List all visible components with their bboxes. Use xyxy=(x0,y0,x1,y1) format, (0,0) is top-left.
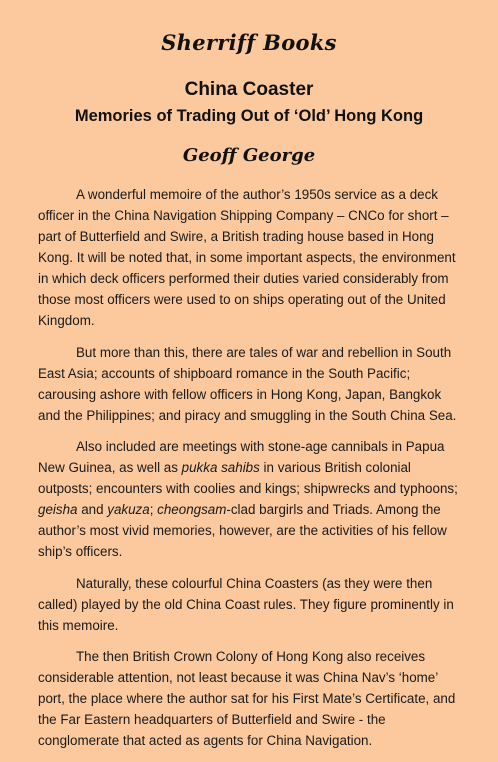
p3-text-i: -clad bargirls and Triads. Among the author’s most vivid memories, however, are the activities of his fellow ship’s officers. xyxy=(38,502,447,559)
p3-italic-pukka-sahibs: pukka sahibs xyxy=(181,460,260,475)
book-title: China Coaster xyxy=(184,79,314,100)
p3-italic-cheongsam: cheongsam xyxy=(157,502,227,517)
p3-italic-yakuza: yakuza xyxy=(107,502,150,517)
p3-text-e: and xyxy=(77,502,108,517)
author-name: Geoff George xyxy=(182,145,316,166)
p3-text-c: in various British colonial outposts; encounters with coolies and kings; shipwrecks and typhoons; xyxy=(38,460,458,496)
publisher-name: Sherriff Books xyxy=(161,30,337,55)
blurb-paragraph-1: A wonderful memoire of the author’s 1950s service as a deck officer in the China Navigation Shipping Company – CNCo for short – part of Butterfield and Swire, a British trading house based in Hong Kong. It will be noted that, in some important aspects, the environment in which deck officers performed their duties varied considerably from those most officers were used to on ships operating out of the United Kingdom. xyxy=(38,187,456,328)
blurb-body xyxy=(38,184,462,762)
p3-text-g: ; xyxy=(149,502,158,517)
blurb-paragraph-4: Naturally, these colourful China Coasters (as they were then called) played by the old China Coast rules. They figure prominently in this memoire. xyxy=(38,575,454,633)
blurb-paragraph-2: But more than this, there are tales of war and rebellion in South East Asia; accounts of shipboard romance in the South Pacific; carousing ashore with fellow officers in Hong Kong, Japan, Bangkok and the Philippines; and piracy and smuggling in the South China Sea. xyxy=(38,344,457,423)
book-subtitle: Memories of Trading Out of ‘Old’ Hong Kong xyxy=(74,107,424,125)
p3-italic-geisha: geisha xyxy=(38,502,78,517)
blurb-paragraph-5: The then British Crown Colony of Hong Kong also receives considerable attention, not least because it was China Nav’s ‘home’ port, the place where the author sat for his First Mate’s Certificate, and the Far Eastern headquarters of Butterfield and Swire - the conglomerate that acted as agents for China Navigation. xyxy=(38,649,456,748)
blurb-paragraph-3 xyxy=(38,436,462,562)
p3-text-a: Also included are meetings with stone-age cannibals in Papua New Guinea, as well as xyxy=(38,439,445,475)
